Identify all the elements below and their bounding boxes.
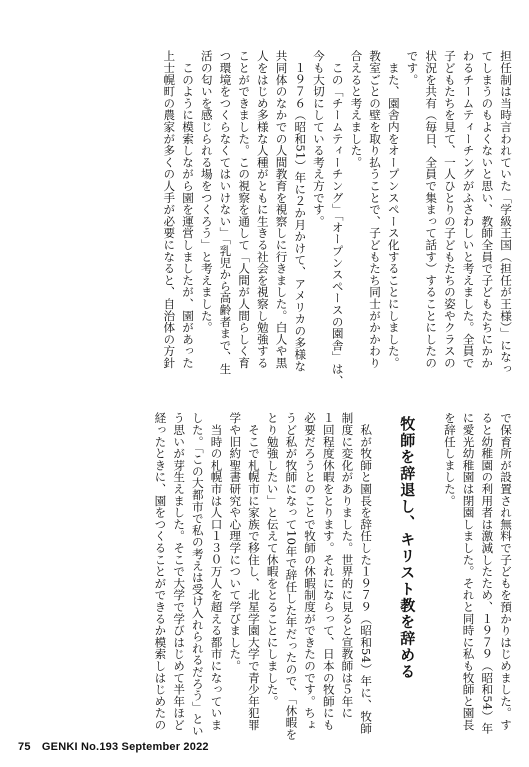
text-line: で保育所が設置され無料で子どもを預かりはじめました。す	[499, 412, 513, 731]
text-line: 子どもたちを見て、一人ひとりの子どもたちの姿やクラスの	[442, 50, 457, 369]
section-heading: 牧師を辞退し、キリスト教を辞める	[398, 416, 417, 680]
text-line: 私が牧師と園長を辞任した１９７９（昭和54）年に、牧師	[359, 412, 374, 734]
text-line: この「チームティーチング」「オープンスペースの園舎」は、	[330, 50, 345, 387]
text-line: このように模索しながら園を運営しましたが、園があった	[181, 50, 196, 369]
text-line: １９７６（昭和51）年に２か月かけて、アメリカの多様な	[293, 50, 308, 372]
magazine-issue: GENKI No.193 September 2022	[41, 741, 209, 753]
text-line: わるチームティーチングがふさわしいと考えました。全員で	[461, 50, 476, 369]
text-line: 学や旧約聖書研究や心理学について学びました。	[228, 412, 243, 672]
text-line: つ環境をつくらなくてはいけない」「乳児から高齢者まで、生	[218, 50, 233, 375]
bottom-text-block	[45, 412, 515, 742]
text-line: 活の匂いを感じられる場をつくろう」と考えました。	[199, 50, 214, 334]
text-line: そこで札幌市に家族で移住し、北星学園大学で青少年犯罪	[246, 412, 261, 731]
text-line: した。「この大都市で私の考えは受け入れられるだろう」とい	[190, 412, 205, 737]
text-line: を辞任しました。	[442, 412, 457, 507]
page-footer	[18, 741, 209, 753]
text-line: 上士幌町の農家が多くの人手が必要になると、自治体の方針	[162, 50, 177, 369]
text-line: 合えると考えました。	[349, 50, 364, 168]
text-line: 必要だろうとのことで牧師の休暇制度ができたのです。ちょ	[303, 412, 318, 731]
text-line: 担任制は当時言われていた「学級王国（担任が王様）」になっ	[499, 50, 513, 375]
top-text-block	[155, 50, 515, 400]
text-line: ことができました。この視察を通して「人間が人間らしく育	[237, 50, 252, 369]
text-line: う思いが芽生えました。そこで大学で学びはじめて半年ほど	[172, 412, 187, 731]
text-line: 人をはじめ多様な人種がともに生きる社会を視察し勉強する	[255, 50, 270, 369]
page-number: 75	[18, 741, 31, 753]
text-line: ると幼稚園の利用者は激減したため、１９７９（昭和54）年	[480, 412, 495, 734]
text-line: 状況を共有（毎日、全員で集まって話す）することにしたの	[424, 50, 439, 369]
text-line: に愛光幼稚園は閉園しました。それと同時に私も牧師と園長	[461, 412, 476, 731]
text-line: １回程度休暇をとります。それにならって、日本の牧師にも	[321, 412, 336, 731]
text-line: 今も大切にしている考え方です。	[311, 50, 326, 227]
text-line: 共同体のなかでの人間教育を視察しに行きました。白人や黒	[274, 50, 289, 369]
text-line: 制度に変化がありました。世界的に見ると宣教師は５年に	[340, 412, 355, 719]
text-line: 教室ごとの壁を取り払うことで、子どもたち同士がかかわり	[368, 50, 383, 369]
text-line: 経ったときに、園をつくることができるか模索しはじめたの	[153, 412, 168, 731]
text-line: また、園舎内をオープンスペース化することにしました。	[386, 50, 401, 369]
text-line: とり勉強したい」と伝えて休暇をとることにしました。	[265, 412, 280, 707]
text-line: 当時の札幌市は人口１３０万人を超える都市になっていま	[209, 412, 224, 731]
text-line: です。	[405, 50, 420, 86]
text-line: うど私が牧師になって10年で辞任した年だったので、「休暇を	[284, 412, 299, 740]
text-line: てしまうのもよくないと思い、教師全員で子どもたちにかか	[480, 50, 495, 369]
